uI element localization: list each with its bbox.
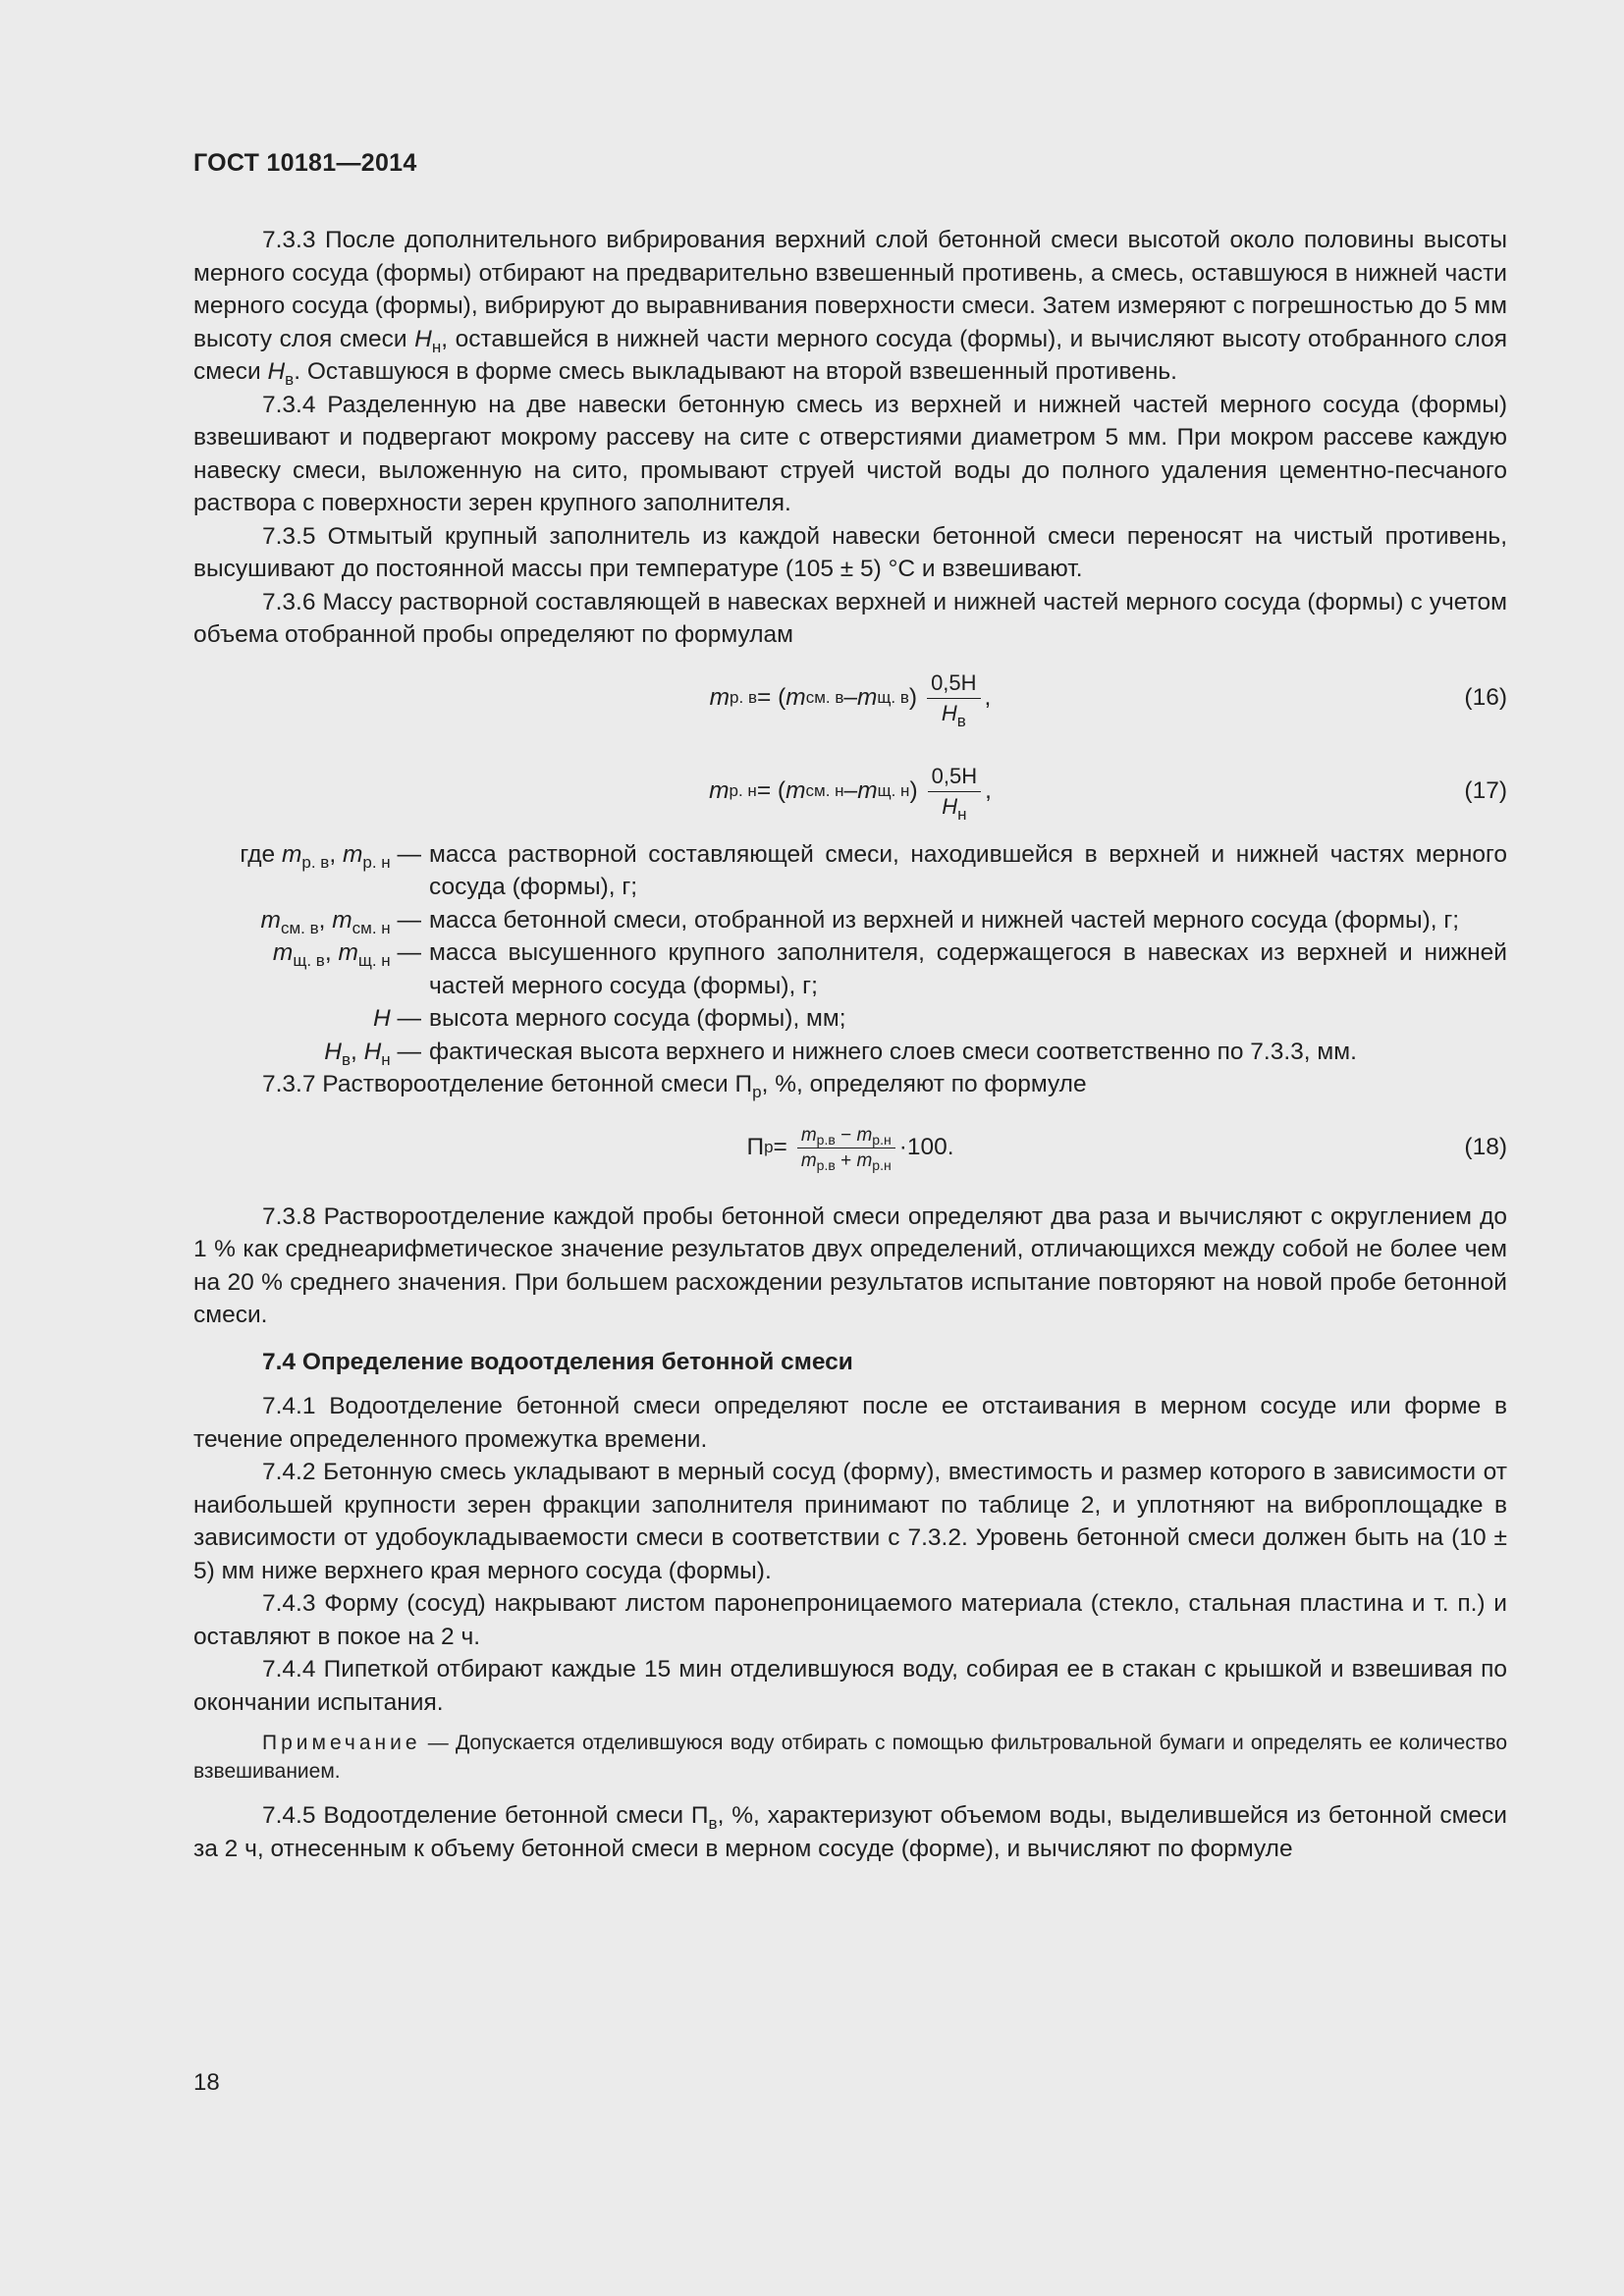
document-header: ГОСТ 10181—2014 [193, 149, 417, 177]
paragraph-7-3-4: 7.3.4 Разделенную на две навески бетонную смесь из верхней и нижней частей мерного сосуда (формы) взвешивают и подвергают мокрому рассеву на сите с отверстиями диаметром 5 мм. При мокром рассеве каждую навеску смеси, выложенную на сито, промывают струей чистой воды до полного удаления цементно-песчаного раствора с поверхности зерен крупного заполнителя. [193, 391, 1507, 516]
formula-number: (17) [1464, 777, 1507, 805]
paragraph-7-3-5: 7.3.5 Отмытый крупный заполнитель из каждой навески бетонной смеси переносят на чистый противень, высушивают до постоянной массы при температуре (105 ± 5) °С и взвешивают. [193, 522, 1507, 582]
page-number: 18 [193, 2069, 220, 2096]
formula-number: (16) [1464, 684, 1507, 712]
paragraph-7-3-6: 7.3.6 Массу растворной составляющей в навесках верхней и нижней частей мерного сосуда (формы) с учетом объема отобранной пробы определяют по формулам [193, 588, 1507, 648]
definition-text: масса высушенного крупного заполнителя, содержащегося в навесках из верхней и нижней частей мерного сосуда (формы), г; [429, 939, 1507, 999]
paragraph-7-3-3: 7.3.3 После дополнительного вибрирования верхний слой бетонной смеси высотой около половины высоты мерного сосуда (формы) отбирают на предварительно взвешенный противень, а смесь, оставшуюся в нижней части мерного сосуда (формы), вибрируют до выравнивания поверхности смеси. Затем измеряют с погрешностью до 5 мм высоту слоя смеси $H_н$, оставшейся в нижней части мерного сосуда (формы), и вычисляют высоту отобранного слоя смеси $H_в$. Оставшуюся в форме смесь выкладывают на второй взвешенный противень. [193, 227, 1507, 389]
definition-text: масса растворной составляющей смеси, находившейся в верхней и нижней частях мерного сосуда (формы), г; [429, 840, 1507, 900]
note-label: Примечание [262, 1732, 421, 1754]
section-heading-7-4: 7.4 Определение водоотделения бетонной смеси [262, 1348, 853, 1375]
formula-number: (18) [1464, 1134, 1507, 1161]
paragraph-7-4-3: 7.4.3 Форму (сосуд) накрывают листом паронепроницаемого материала (стекло, стальная пластина и т. п.) и оставляют в покое на 2 ч. [193, 1590, 1507, 1650]
paragraph-7-4-2: 7.4.2 Бетонную смесь укладывают в мерный сосуд (форму), вместимость и размер которого в зависимости от наибольшей крупности зерен фракции заполнителя принимают по таблице 2, и уплотняют на виброплощадке в зависимости от удобоукладываемости смеси в соответствии с 7.3.2. Уровень бетонной смеси должен быть на (10 ± 5) мм ниже верхнего края мерного сосуда (формы). [193, 1459, 1507, 1584]
definition-symbol: H — [372, 1005, 421, 1032]
paragraph-7-4-1: 7.4.1 Водоотделение бетонной смеси определяют после ее отстаивания в мерном сосуде или форме в течение определенного промежутка времени. [193, 1393, 1507, 1453]
paragraph-7-3-8: 7.3.8 Раствороотделение каждой пробы бетонной смеси определяют два раза и вычисляют с округлением до 1 % как среднеарифметическое значение результатов двух определений, отличающихся между собой не более чем на 20 % среднего значения. При большем расхождении результатов испытание повторяют на новой пробе бетонной смеси. [193, 1202, 1507, 1328]
note-text: — Допускается отделившуюся воду отбирать с помощью фильтровальной бумаги и определять ее количество взвешиванием. [193, 1732, 1507, 1783]
document-body [193, 224, 1507, 1865]
definition-symbol: $H_в$, $H_н$ — [324, 1038, 421, 1069]
definition-symbol: $m_{см. в}$, $m_{см. н}$ — [260, 906, 421, 937]
formula-18: П р = $\frac{m_{р.в} - m_{р.н}}{m_{р.в} + m_{р.н}}$ ·100. (18) [193, 1101, 1507, 1195]
definition-text: масса бетонной смеси, отобранной из верхней и нижней частей мерного сосуда (формы), г; [429, 906, 1460, 934]
formula-16: m р. в = ( m см. в – m щ. в ) $\frac{0,5H}{H_в}$ , (16) [193, 652, 1507, 745]
paragraph-7-3-7: 7.3.7 Раствороотделение бетонной смеси $П_р$, %, определяют по формуле [262, 1071, 1087, 1101]
definition-text: фактическая высота верхнего и нижнего слоев смеси соответственно по 7.3.3, мм. [429, 1038, 1357, 1065]
fraction: $\frac{0,5H}{H_н}$ [928, 762, 981, 822]
note [193, 1729, 1507, 1786]
fraction: $\frac{0,5H}{H_в}$ [927, 668, 980, 728]
definition-symbol: $m_{щ. в}$, $m_{щ. н}$ — [272, 939, 421, 970]
paragraph-7-4-4: 7.4.4 Пипеткой отбирают каждые 15 мин отделившуюся воду, собирая ее в стакан с крышкой и взвешивая по окончании испытания. [193, 1656, 1507, 1716]
formula-17: m р. н = ( m см. н – m щ. н ) $\frac{0,5H}{H_н}$ , (17) [193, 745, 1507, 838]
variable-definitions [193, 838, 1507, 1069]
fraction: $\frac{m_{р.в} - m_{р.н}}{m_{р.в} + m_{р.н}}$ [797, 1123, 895, 1173]
definition-text: высота мерного сосуда (формы), мм; [429, 1005, 846, 1032]
paragraph-7-4-5: 7.4.5 Водоотделение бетонной смеси $П_в$, %, характеризуют объемом воды, выделившейся из бетонной смеси за 2 ч, отнесенным к объему бетонной смеси в мерном сосуде (форме), и вычисляют по формуле [193, 1802, 1507, 1862]
definition-symbol: где $m_{р. в}$, $m_{р. н}$ — [240, 840, 421, 872]
